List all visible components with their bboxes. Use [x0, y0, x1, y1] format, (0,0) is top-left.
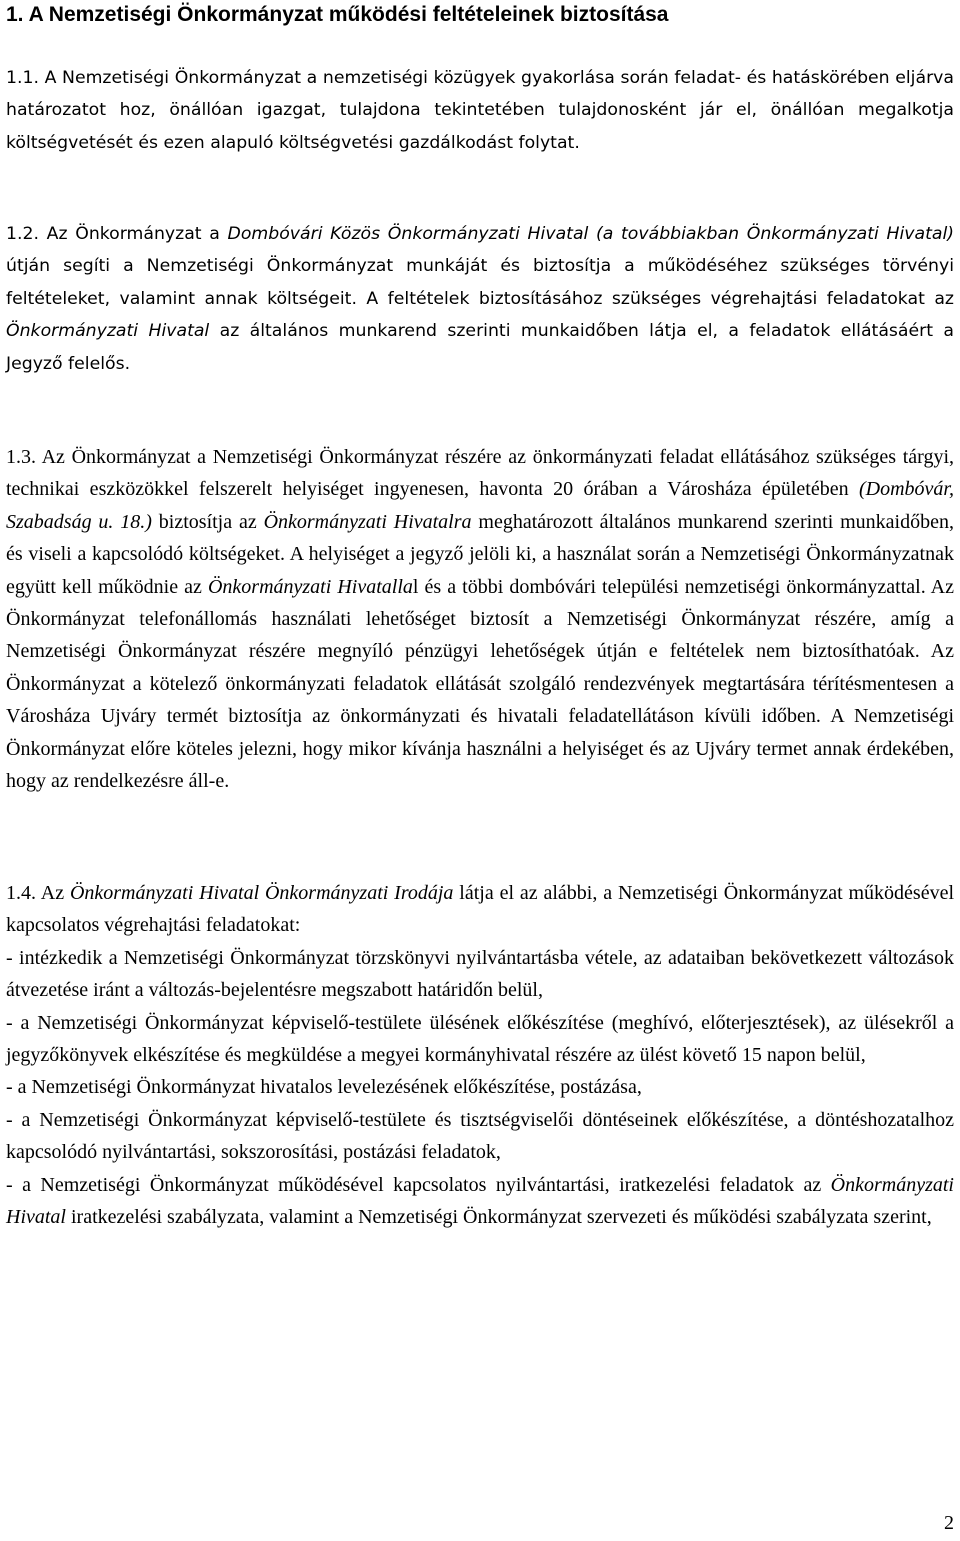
paragraph-1-2-italic-d: Önkormányzati Hivatal — [6, 321, 210, 342]
paragraph-1-3-italic-f: Önkormányzati Hivatalla — [207, 575, 413, 598]
task-item-1: - intézkedik a Nemzetiségi Önkormányzat törzskönyvi nyilvántartásba vétele, az adataiban bekövetkezett változások átvezetése iránt a változás-bejelentésre megszabott határidőn belül, — [6, 946, 954, 1002]
paragraph-1-4 — [6, 877, 954, 1233]
paragraph-1-3 — [6, 441, 954, 797]
paragraph-1-3-italic-b: (Dombóvár, Szabadság u. 18.) — [6, 478, 954, 533]
paragraph-1-2-italic-b: Dombóvári Közös Önkormányzati Hivatal (a továbbiakban Önkormányzati Hivatal) — [227, 224, 954, 244]
paragraph-1-4-text-c: látja el az alábbi, a Nemzetiségi Önkormányzat működésével kapcsolatos végrehajtási feladatokat: — [6, 882, 955, 937]
task-item-3: - a Nemzetiségi Önkormányzat hivatalos levelezésének előkészítése, postázása, — [6, 1076, 642, 1099]
task-item-5-text-c: iratkezelési szabályzata, valamint a Nemzetiségi Önkormányzat szervezeti és működési szabályzata szerint, — [66, 1206, 932, 1229]
paragraph-1-2 — [6, 218, 954, 380]
paragraph-1-3-text-e: meghatározott általános munkarend szerinti munkaidőben, és viseli a kapcsolódó költségeket. A helyiséget a jegyző jelöli ki, a használat során a Nemzetiségi Önkormányzatnak együtt kell működnie az — [6, 510, 954, 598]
task-item-5-text-a: - a Nemzetiségi Önkormányzat működésével kapcsolatos nyilvántartási, iratkezelési feladatok az — [6, 1173, 831, 1196]
paragraph-1-3-text-a: 1.3. Az Önkormányzat a Nemzetiségi Önkormányzat részére az önkormányzati feladat ellátásához szükséges tárgyi, technikai eszközökkel felszerelt helyiséget ingyenesen, havonta 20 órában a Városháza épületében — [6, 446, 954, 501]
paragraph-1-4-italic-b: Önkormányzati Hivatal Önkormányzati Irodája — [69, 882, 454, 904]
paragraph-1-2-text-e: az általános munkarend szerinti munkaidőben látja el, a feladatok ellátásáért a Jegyző felelős. — [6, 321, 954, 374]
task-item-5-italic-b: Önkormányzati Hivatal — [6, 1173, 954, 1229]
paragraph-1-3-italic-d: Önkormányzati Hivatalra — [263, 510, 472, 533]
paragraph-1-1: 1.1. A Nemzetiségi Önkormányzat a nemzetiségi közügyek gyakorlása során feladat- és hatáskörében eljárva határozatot hoz, önállóan igazgat, tulajdona tekintetében tulajdonosként jár el, önállóan megalkotja költségvetését és ezen alapuló költségvetési gazdálkodást folytat. — [6, 68, 954, 153]
task-item-4: - a Nemzetiségi Önkormányzat képviselő-testülete és tisztségviselői döntéseinek előkészítése, a döntéshozatalhoz kapcsolódó nyilvántartási, sokszorosítási, postázási feladatok, — [6, 1108, 954, 1164]
task-item-2: - a Nemzetiségi Önkormányzat képviselő-testülete ülésének előkészítése (meghívó, előterjesztések), az ülésekről a jegyzőkönyvek elkészítése és megküldése a megyei kormányhivatal részére az ülést követő 15 napon belül, — [6, 1011, 954, 1067]
paragraph-1-3-text-c: biztosítja az — [151, 510, 264, 533]
task-item-5 — [6, 1169, 954, 1234]
paragraph-1-2-text-c: útján segíti a Nemzetiségi Önkormányzat munkáját és biztosítja a működéséhez szükséges törvényi feltételeket, valamint annak költségeit. A feltételek biztosításához szükséges végrehajtási feladatokat az — [6, 256, 954, 309]
page-number: 2 — [944, 1512, 954, 1534]
paragraph-1-2-text-a: 1.2. Az Önkormányzat a — [6, 224, 228, 244]
paragraph-1-4-text-a: 1.4. Az — [6, 882, 70, 904]
paragraph-1-4-intro — [6, 877, 954, 942]
paragraph-1-3-text-g: l és a többi dombóvári települési nemzetiségi önkormányzattal. Az Önkormányzat telefonállomás használati lehetőséget biztosít a Nemzetiségi Önkormányzat részére, amíg a Nemzetiségi Önkormányzat részére megnyíló pénzügyi lehetőségek útján e feltételek nem biztosíthatóak. Az Önkormányzat a kötelező önkormányzati feladatok ellátását szolgáló rendezvények megtartására térítésmentesen a Városháza Ujváry termét biztosítja az önkormányzati és hivatali feladatellátáson kívüli időben. A Nemzetiségi Önkormányzat előre köteles jelezni, hogy mikor kívánja használni a helyiséget és az Ujváry termet annak érdekében, hogy az rendelkezésre áll-e. — [6, 575, 954, 793]
section-heading: 1. A Nemzetiségi Önkormányzat működési feltételeinek biztosítása — [6, 3, 669, 26]
